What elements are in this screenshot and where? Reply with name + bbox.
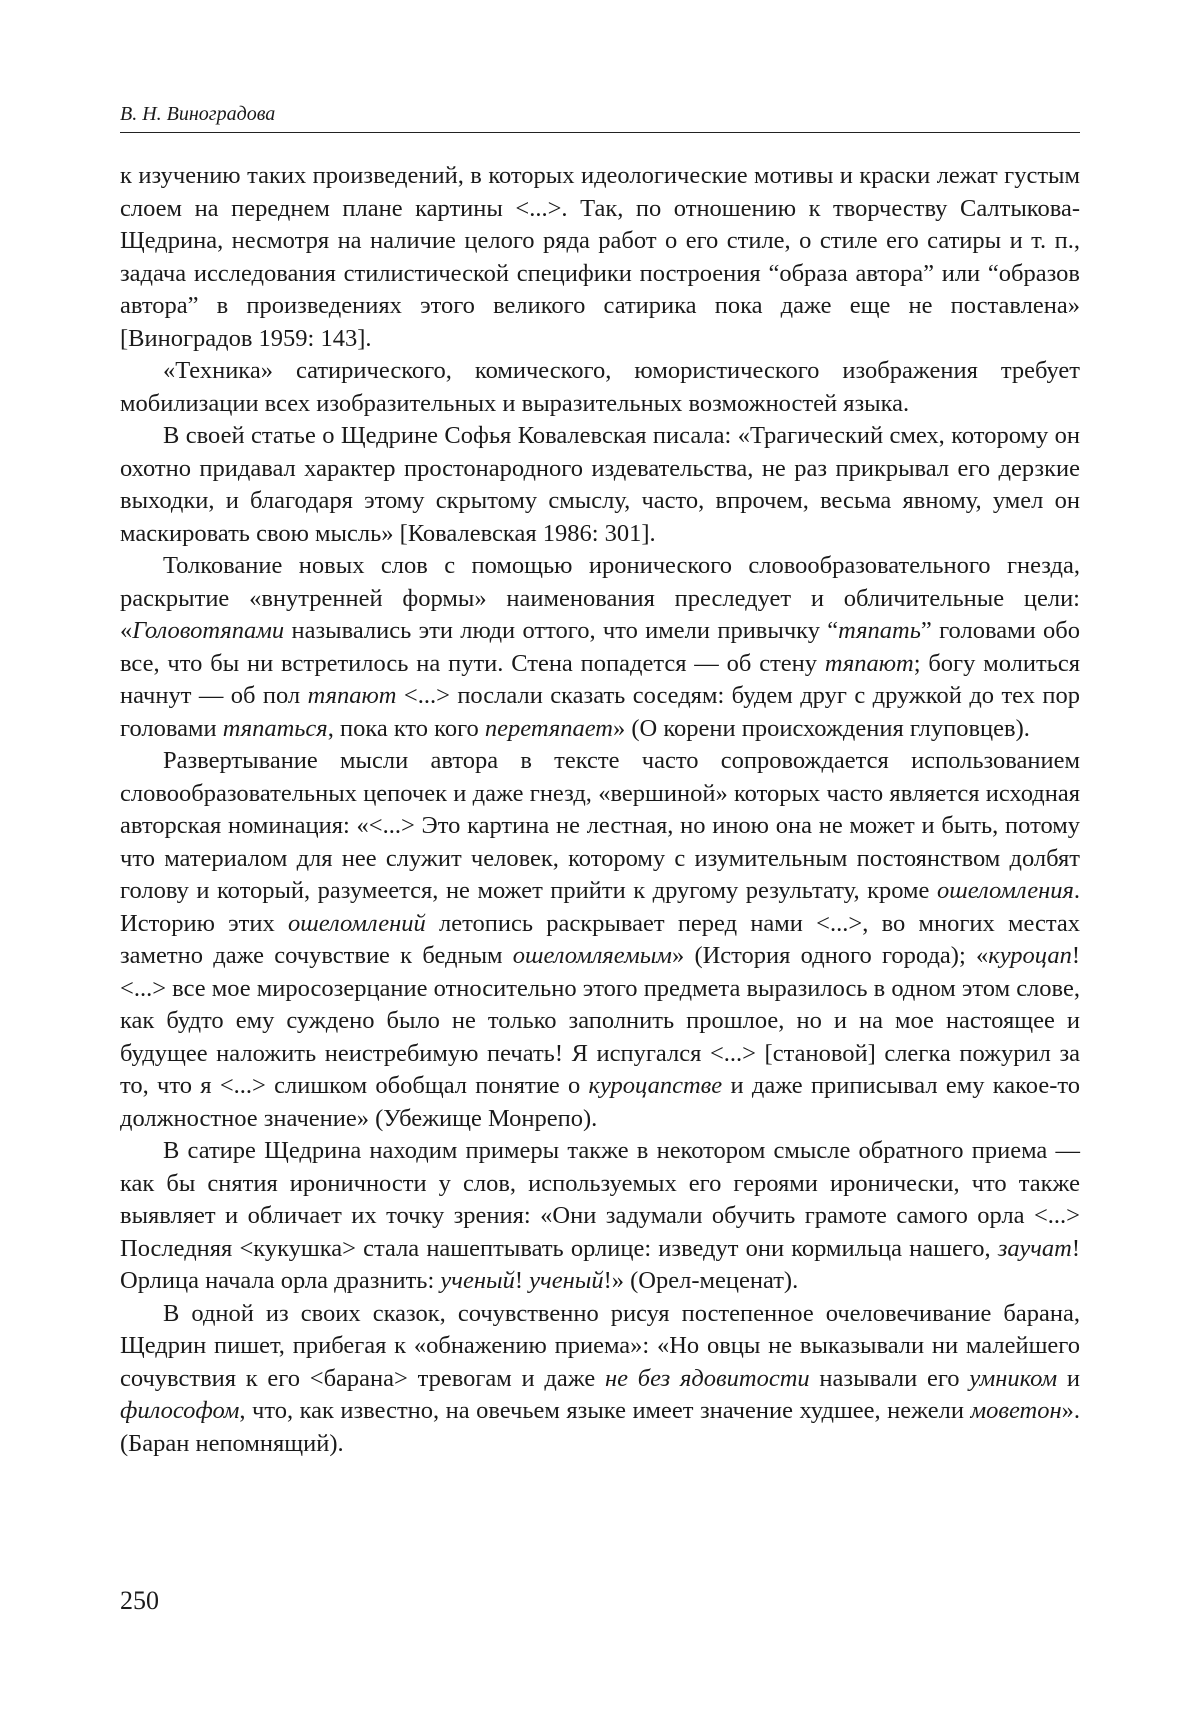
text-run: ! Орлица начала орла дразнить: bbox=[120, 1234, 1080, 1294]
text-run: , пока кто кого bbox=[327, 714, 485, 742]
text-run: , что, как известно, на овечьем языке имеет значение худшее, нежели bbox=[239, 1397, 971, 1424]
text-run: В одной из своих сказок, сочувственно рисуя постепенное очеловечивание барана, Щедрин пишет, прибегая к «обнажению приема»: «Но овцы не выказывали ни малейшего сочувствия к его <барана> тревогам и даже bbox=[120, 1299, 1080, 1392]
italic-term: тяпают bbox=[307, 682, 397, 709]
italic-term: куроцапстве bbox=[588, 1072, 723, 1099]
text-run: Развертывание мысли автора в тексте часто сопровождается использованием словообразовательных цепочек и даже гнезд, «вершиной» которых часто является исходная авторская номинация: «<...> Это картина не лестная, но иною она не может и быть, потому что материалом для нее служит человек, которому с изумительным постоянством долбят голову и который, разумеется, не может прийти к другому результату, кроме bbox=[120, 747, 1080, 904]
text-run: » (О корени происхождения глуповцев). bbox=[612, 714, 1030, 742]
paragraph bbox=[120, 1298, 1080, 1461]
page-number: 250 bbox=[120, 1586, 159, 1615]
italic-term: моветон bbox=[970, 1397, 1062, 1424]
text-run: Толкование новых слов с помощью иронического словообразовательного гнезда, раскрытие «внутренней формы» наименования преследует и обличительные цели: « bbox=[120, 552, 1080, 644]
text-run: В своей статье о Щедрине Софья Ковалевская писала: «Трагический смех, которому он охотно придавал характер простонародного издевательства, не раз прикрывал его дерзкие выходки, и благодаря этому скрытому смыслу, часто, впрочем, весьма явному, умел он маскировать свою мысль» [Ковалевская 1986: 301]. bbox=[120, 422, 1080, 547]
running-head bbox=[120, 100, 1080, 133]
text-run: !» (Орел-меценат). bbox=[603, 1267, 799, 1294]
text-run: ! bbox=[514, 1267, 530, 1294]
italic-term: тяпают bbox=[824, 649, 914, 677]
text-run: называли его bbox=[809, 1364, 970, 1392]
text-run: . Историю этих bbox=[120, 877, 1080, 937]
text-run: к изучению таких произведений, в которых идеологические мотивы и краски лежат густым слоем на переднем плане картины <...>. Так, по отношению к творчеству Салтыкова-Щедрина, несмотря на наличие целого ряда работ о его стиле, о стиле его сатиры и т. п., задача исследования стилистической специфики построения “образа автора” или “образов автора” в произведениях этого великого сатирика пока даже еще не поставлена» [Виноградов 1959: 143]. bbox=[120, 162, 1080, 352]
text-run: ». (Баран непомнящий). bbox=[120, 1397, 1080, 1457]
italic-term: не без ядовитости bbox=[605, 1364, 810, 1392]
text-run: ; богу молиться начнут — об пол bbox=[120, 649, 1080, 709]
paragraph bbox=[120, 420, 1080, 550]
text-run: назывались эти люди оттого, что имели привычку “ bbox=[284, 617, 839, 644]
italic-term: философом bbox=[120, 1397, 240, 1424]
italic-term: тяпать bbox=[838, 617, 921, 644]
italic-term: перетяпает bbox=[484, 714, 613, 742]
text-run: В сатире Щедрина находим примеры также в некотором смысле обратного приема — как бы снятия ироничности у слов, используемых его героями иронически, что также выявляет и обличает их точку зрения: «Они задумали обучить грамоте самого орла <...> Последняя <кукушка> стала нашептывать орлице: изведут они кормильца нашего, bbox=[120, 1137, 1080, 1262]
paragraph bbox=[120, 355, 1080, 420]
italic-term: тяпаться bbox=[222, 714, 328, 742]
text-run: и даже приписывал ему какое-то должностное значение» (Убежище Монрепо). bbox=[120, 1072, 1081, 1132]
italic-term: ошеломляемым bbox=[512, 942, 672, 969]
italic-term: умником bbox=[969, 1364, 1058, 1392]
italic-term: ошеломлений bbox=[287, 909, 426, 937]
italic-term: Головотяпами bbox=[132, 617, 285, 644]
italic-term: ученый bbox=[529, 1267, 604, 1294]
text-run: <...> послали сказать соседям: будем друг с дружкой до тех пор головами bbox=[120, 682, 1081, 742]
italic-term: куроцап bbox=[988, 942, 1072, 969]
text-run: ” головами обо все, что бы ни встретилось на пути. Стена попадется — об стену bbox=[120, 617, 1080, 677]
text-run: и bbox=[1057, 1364, 1080, 1392]
article-body bbox=[120, 160, 1080, 1460]
paragraph bbox=[120, 745, 1080, 1135]
running-head-author: В. Н. Виноградова bbox=[120, 103, 276, 125]
text-run: летопись раскрывает перед нами <...>, во многих местах заметно даже сочувствие к бедным bbox=[120, 909, 1080, 969]
paragraph bbox=[120, 1135, 1080, 1298]
paragraph bbox=[120, 550, 1080, 745]
text-run: ! <...> все мое миросозерцание относительно этого предмета выразилось в одном этом слове, как будто ему суждено было не только заполнить прошлое, но и на мое настоящее и будущее наложить неистребимую печать! Я испугался <...> [становой] слегка пожурил за то, что я <...> слишком обобщал понятие о bbox=[120, 942, 1080, 1099]
italic-term: ученый bbox=[440, 1267, 515, 1294]
paragraph bbox=[120, 160, 1080, 355]
italic-term: заучат bbox=[997, 1234, 1072, 1262]
text-run: «Техника» сатирического, комического, юмористического изображения требует мобилизации всех изобразительных и выразительных возможностей языка. bbox=[120, 357, 1080, 417]
italic-term: ошеломления bbox=[936, 877, 1074, 904]
text-run: » (История одного города); « bbox=[671, 942, 989, 969]
